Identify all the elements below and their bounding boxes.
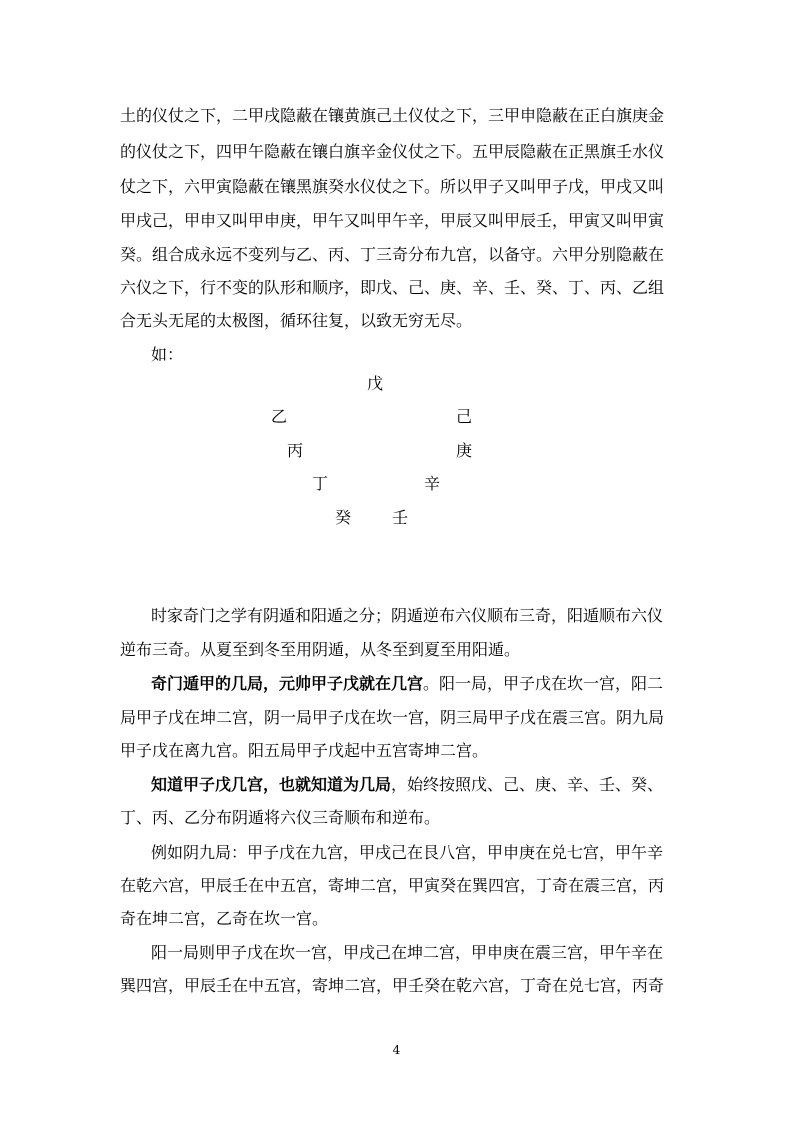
text-line: 甲戌己，甲申又叫甲申庚，甲午又叫甲午辛，甲辰又叫甲辰壬，甲寅又叫甲寅 [120,211,665,230]
example-label: 如： [151,345,184,364]
stem-bing: 丙 [287,441,304,460]
stem-ren: 壬 [392,508,409,527]
bold-lead: 知道甲子戊几宫，也就知道为几局 [151,775,392,794]
stem-wu: 戊 [367,374,384,393]
text-line [151,674,665,694]
text-line: 例如阴九局：甲子戊在九宫，甲戌己在艮八宫，甲申庚在兑七宫，甲午辛 [151,843,664,862]
stem-xin: 辛 [424,474,441,493]
text-line: 六仪之下，行不变的队形和顺序，即戊、己、庚、辛、壬、癸、丁、丙、乙组 [120,278,665,297]
stem-ding: 丁 [312,474,329,493]
text-line: 甲子戊在离九宫。阳五局甲子戊起中五宫寄坤二宫。 [120,741,489,760]
text-line: 局甲子戊在坤二宫，阴一局甲子戊在坎一宫，阴三局甲子戊在震三宫。阴九局 [120,708,665,727]
text-line: 的仪仗之下，四甲午隐蔽在镶白旗辛金仪仗之下。五甲辰隐蔽在正黑旗壬水仪 [120,142,665,161]
text-line: 逆布三奇。从夏至到冬至用阴遁，从冬至到夏至用阳遁。 [120,640,521,659]
text-line: 奇在坤二宫，乙奇在坎一宫。 [120,909,329,928]
stem-gui: 癸 [335,508,352,527]
stem-ji: 己 [456,407,473,426]
bold-lead: 奇门遁甲的几局，元帅甲子戊就在几宫 [151,674,424,693]
text-line: 仗之下，六甲寅隐蔽在镶黑旗癸水仪仗之下。所以甲子又叫甲子戊，甲戌又叫 [120,177,665,196]
text-line: 巽四宫，甲辰壬在中五宫，寄坤二宫，甲壬癸在乾六宫，丁奇在兑七宫，丙奇 [120,976,665,995]
text-line: 癸。组合成永远不变列与乙、丙、丁三奇分布九宫，以备守。六甲分别隐蔽在 [120,245,665,264]
text-run: 。阳一局，甲子戊在坎一宫，阳二 [423,674,664,693]
text-line: 丁、丙、乙分布阴遁将六仪三奇顺布和逆布。 [120,808,441,827]
stem-geng: 庚 [456,441,473,460]
text-line: 土的仪仗之下，二甲戌隐蔽在镶黄旗己土仪仗之下，三甲申隐蔽在正白旗庚金 [120,106,665,125]
text-line: 合无头无尾的太极图，循环往复，以致无穷无尽。 [120,311,473,330]
text-line: 在乾六宫，甲辰壬在中五宫，寄坤二宫，甲寅癸在巽四宫，丁奇在震三宫，丙 [120,876,665,895]
stem-yi: 乙 [271,407,288,426]
text-line: 时家奇门之学有阴遁和阳遁之分；阴遁逆布六仪顺布三奇，阳遁顺布六仪 [151,606,664,625]
page-number: 4 [392,1043,401,1057]
text-line: 阳一局则甲子戊在坎一宫，甲戌己在坤二宫，甲申庚在震三宫，甲午辛在 [151,943,664,962]
text-run: ，始终按照戊、己、庚、辛、壬、癸、 [391,775,664,794]
text-line [151,775,665,795]
